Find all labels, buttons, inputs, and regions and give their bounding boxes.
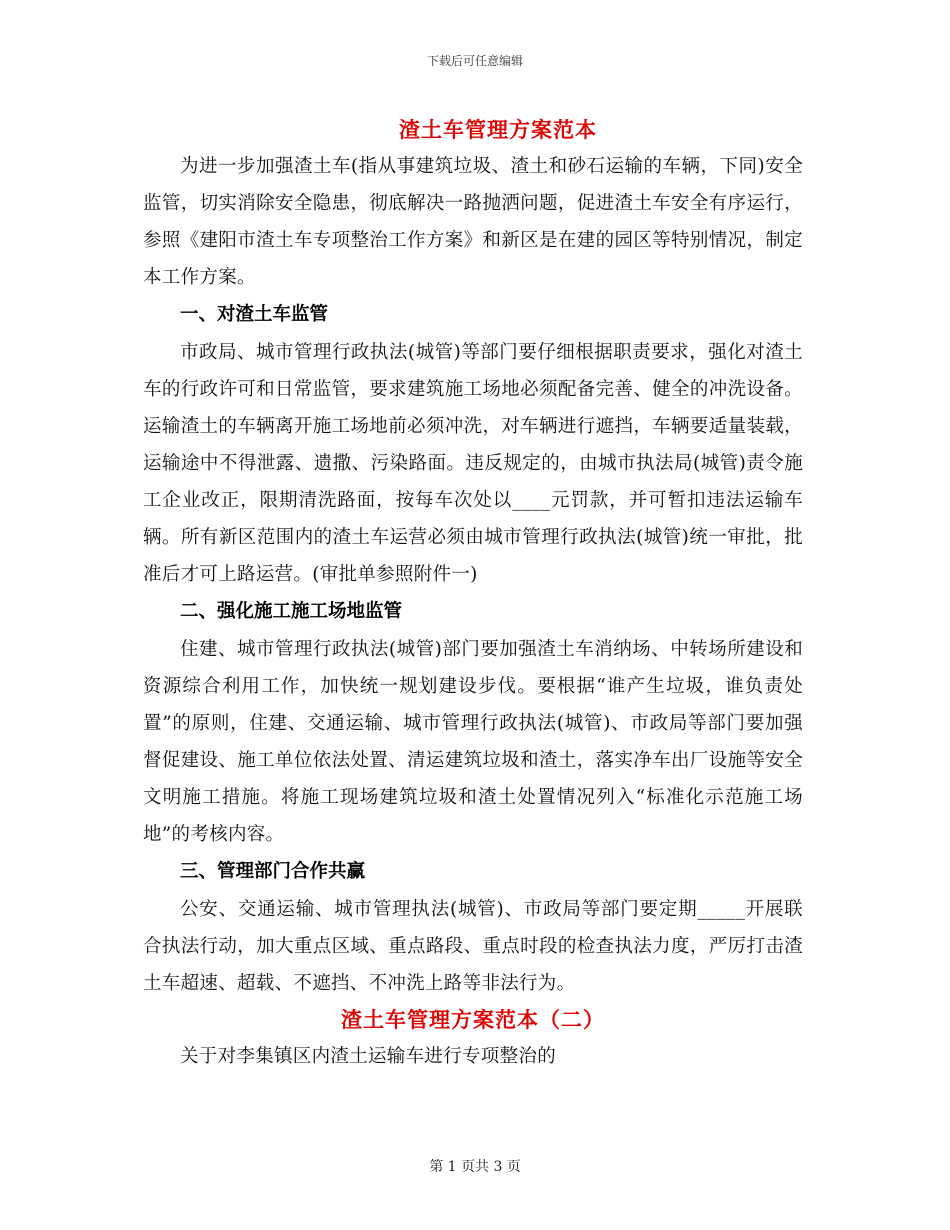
page-header: 下载后可任意编辑: [426, 54, 523, 68]
section-heading-1: 一、对渣土车监管: [180, 304, 329, 325]
section-paragraph-2: 住建、城市管理行政执法(城管)部门要加强渣土车消纳场、中转场所建设和资源综合利用工作，加快统一规划建设步伐。要根据“谁产生垃圾，谁负责处置”的原则，住建、交通运输、城市管理行政执法(城管)、市政局等部门要加强督促建设、施工单位依法处置、清运建筑垃圾和渣土，落实净车出厂设施等安全文明施工措施。将施工现场建筑垃圾和渣土处置情况列入“标准化示范施工场地”的考核内容。: [143, 639, 803, 845]
section-paragraph-3: 公安、交通运输、城市管理执法(城管)、市政局等部门要定期_____开展联合执法行动，加大重点区域、重点路段、重点时段的检查执法力度，严厉打击渣土车超速、超载、不遮挡、不冲洗上路等非法行为。: [143, 899, 803, 994]
page-footer: 第 1 页共 3 页: [429, 1159, 521, 1175]
document-title: 渣土车管理方案范本: [399, 117, 597, 142]
document-title-2: 渣土车管理方案范本（二）: [341, 1007, 605, 1032]
sub-intro-paragraph: 关于对李集镇区内渣土运输车进行专项整治的: [180, 1046, 557, 1067]
section-heading-2: 二、强化施工施工场地监管: [180, 601, 403, 622]
section-paragraph-1: 市政局、城市管理行政执法(城管)等部门要仔细根据职责要求，强化对渣土车的行政许可和日常监管，要求建筑施工场地必须配备完善、健全的冲洗设备。运输渣土的车辆离开施工场地前必须冲洗，对车辆进行遮挡，车辆要适量装载，运输途中不得泄露、遗撒、污染路面。违反规定的，由城市执法局(城管)责令施工企业改正，限期清洗路面，按每车次处以____元罚款，并可暂扣违法运输车辆。所有新区范围内的渣土车运营必须由城市管理行政执法(城管)统一审批，批准后才可上路运营。(审批单参照附件一): [143, 342, 803, 585]
document-body: [143, 112, 803, 1075]
section-heading-3: 三、管理部门合作共赢: [180, 861, 366, 882]
intro-paragraph: 为进一步加强渣土车(指从事建筑垃圾、渣土和砂石运输的车辆，下同)安全监管，切实消除安全隐患，彻底解决一路抛洒问题，促进渣土车安全有序运行，参照《建阳市渣土车专项整治工作方案》和新区是在建的园区等特别情况，制定本工作方案。: [143, 156, 803, 288]
